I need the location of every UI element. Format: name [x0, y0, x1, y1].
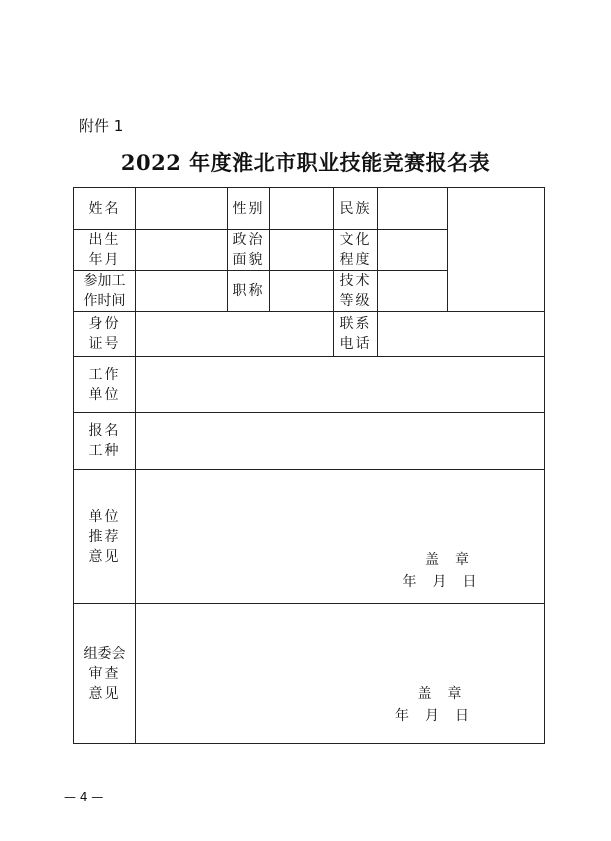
label-phone: 联系 电话 [334, 312, 378, 357]
label-trade: 报名 工种 [74, 413, 136, 470]
field-ethnicity[interactable] [378, 188, 448, 230]
field-unit-opinion[interactable] [136, 470, 545, 604]
field-gender[interactable] [270, 188, 334, 230]
label-birth: 出生 年月 [74, 230, 136, 271]
field-trade[interactable] [136, 413, 545, 470]
field-education[interactable] [378, 230, 448, 271]
label-job-title: 职称 [228, 271, 270, 312]
committee-seal-text: 盖 章 [417, 686, 463, 702]
field-employer[interactable] [136, 357, 545, 413]
label-ethnicity: 民族 [334, 188, 378, 230]
photo-box[interactable] [448, 188, 545, 312]
label-work-start: 参加工 作时间 [74, 271, 136, 312]
field-work-start[interactable] [136, 271, 228, 312]
label-skill-level: 技术 等级 [334, 271, 378, 312]
field-id-number[interactable] [136, 312, 334, 357]
registration-form-table [73, 187, 545, 744]
label-gender: 性别 [228, 188, 270, 230]
label-id-number: 身份 证号 [74, 312, 136, 357]
field-phone[interactable] [378, 312, 545, 357]
field-skill-level[interactable] [378, 271, 448, 312]
unit-seal-text: 盖 章 [425, 552, 470, 568]
attachment-label: 附件 1 [79, 117, 124, 135]
label-name: 姓名 [74, 188, 136, 230]
field-committee-opinion[interactable] [136, 604, 545, 744]
label-unit-opinion: 单位 推荐 意见 [74, 470, 136, 604]
label-political: 政治 面貌 [228, 230, 270, 271]
label-committee-opinion: 组委会 审查 意见 [74, 604, 136, 744]
field-birth[interactable] [136, 230, 228, 271]
label-employer: 工作 单位 [74, 357, 136, 413]
committee-date-text: 年 月 日 [395, 708, 470, 724]
field-political[interactable] [270, 230, 334, 271]
label-education: 文化 程度 [334, 230, 378, 271]
field-name[interactable] [136, 188, 228, 230]
page-number: — 4 — [64, 790, 104, 804]
field-job-title[interactable] [270, 271, 334, 312]
unit-date-text: 年 月 日 [402, 574, 478, 590]
form-title: 2022 年度淮北市职业技能竞赛报名表 [120, 150, 491, 175]
